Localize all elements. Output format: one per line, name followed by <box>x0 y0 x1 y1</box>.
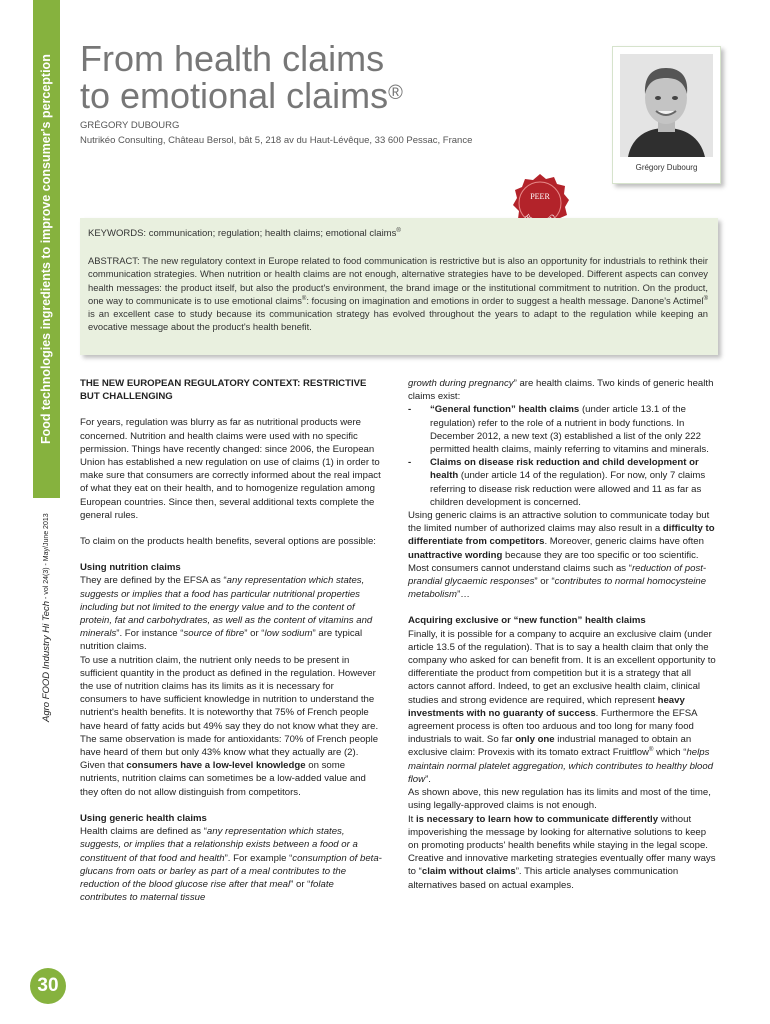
keywords-mark: ® <box>396 228 401 234</box>
section-heading: THE NEW EUROPEAN REGULATORY CONTEXT: RESTRICTIVE BUT CHALLENGING <box>80 378 367 403</box>
page-number: 30 <box>30 968 66 1004</box>
title-line-1: From health claims <box>80 38 385 79</box>
author-name: GRÉGORY DUBOURG <box>80 120 180 131</box>
paragraph: To use a nutrition claim, the nutrient only needs to be present in sufficient quantity in the product as defined in the regulation. However the use of nutrition claims has its limits as it is necessary for consumers to have sufficient knowledge in nutrition to understand the nutrient's health benefits. It is noteworthy that 75% of French people have heard of fatty acids but 49% say they do not know what they are. The same observation is made for antioxidants: 70% of French people have heard of them but only 43% know what they actually are (2). Given that consumers have a low-level knowledge on some nutrients, nutrition claims can sometimes be a low-added value and they often do not allow distinguish from competitors. <box>80 654 379 798</box>
paragraph: Health claims are defined as “any representation which states, suggests, or implies that a relationship exists between a food or a constituent of that food and health”. For example “consumption of beta-glucans from oats or barley as part of a meal contributes to the reduction of the blood glucose rise after that meal” or “folate contributes to maternal tissue <box>80 826 382 904</box>
author-photo-card <box>612 46 721 184</box>
author-affiliation: Nutrikéo Consulting, Château Bersol, bât 5, 218 av du Haut-Lévêque, 33 600 Pessac, France <box>80 135 473 146</box>
keywords <box>88 228 401 239</box>
subheading: Using nutrition claims <box>80 562 181 574</box>
body-column-left <box>80 377 382 904</box>
journal-name: Agro FOOD Industry Hi Tech <box>41 600 52 722</box>
title-line-2: to emotional claims <box>80 75 389 116</box>
journal-issue: - vol 24(3) - May/June 2013 <box>43 513 50 601</box>
paragraph: They are defined by the EFSA as “any representation which states, suggests or implies that a food has particular nutritional properties including but not limited to the energy value and to the content of protein, fat and carbohydrates, as well as the content of vitamins and minerals”. For instance “source of fibre” or “low sodium” are typical nutrition claims. <box>80 575 373 653</box>
subheading: Acquiring exclusive or “new function” health claims <box>408 615 646 627</box>
section-title: Food technologies ingredients to improve consumer's perception <box>39 54 53 444</box>
abstract-text <box>88 254 708 334</box>
list-item: - “General function” health claims (under article 13.1 of the regulation) refer to the role of a nutrient in body functions. In December 2012, a new text (3) established a list of the only 222 permitted health claims, mainly referring to vitamins and minerals. <box>408 404 709 456</box>
paragraph: Using generic claims is an attractive solution to communicate today but the limited number of authorized claims may also result in a difficulty to differentiate from competitors. Moreover, generic claims have often unattractive wording because they are too specific or too scientific. Most consumers cannot understand claims such as “reduction of post-prandial glycaemic responses” or “contributes to normal homocysteine metabolism”… <box>408 510 715 601</box>
abstract-part-2: : focusing on imagination and emotions in order to suggest a health message. Danone's Actimel <box>306 294 704 306</box>
paragraph: It is necessary to learn how to communicate differently without impoverishing the message by looking for alternative solutions to keep on promoting products' health benefits while staying in the legal scope. Creative and innovative marketing strategies eventually offer many ways to “claim without claims”. This article analyses communication alternatives based on actual examples. <box>408 813 716 891</box>
keywords-text: KEYWORDS: communication; regulation; health claims; emotional claims <box>88 228 397 240</box>
abstract-mark-1: ® <box>301 295 307 302</box>
seal-text-peer: PEER <box>530 192 550 201</box>
paragraph: growth during pregnancy” are health claims. Two kinds of generic health claims exist: <box>408 378 714 403</box>
photo-caption: Grégory Dubourg <box>635 163 698 172</box>
paragraph: For years, regulation was blurry as far as nutritional products were concerned. Nutrition and health claims were used with no specific permission. Things have recently changed: since 2006, the European Union has established a new regulation on use of claims (1) in order to make sure that consumers are correctly informed about the real impact of what they eat on their health, and to homogenize regulation among European countries. Since then, several additional texts complete the general rules. <box>80 417 381 521</box>
body-column-right <box>408 377 718 892</box>
abstract-part-3: is an excellent case to study because its communication strategy has evolved throughout the years to adapt to the regulation while keeping an evocative message about the product's health benefit. <box>88 308 708 333</box>
abstract-box <box>80 218 718 355</box>
list-item: - Claims on disease risk reduction and child development or health (under article 14 of the regulation). For now, only 7 claims referring to disease risk reduction were allowed and 11 as far as children development is concerned. <box>408 457 706 508</box>
paragraph: To claim on the products health benefits, several options are possible: <box>80 536 376 548</box>
article-title <box>80 40 600 114</box>
paragraph: Finally, it is possible for a company to acquire an exclusive claim (under article 13.5 of the regulation). That is to say a health claim that only the company who asked for can benefit from. It is an excellent opportunity to differentiate the product from competition but it is a strategy that all actors cannot afford. Indeed, to get an exclusive health claim, clinical studies and strong evidence are required, which represent heavy investments with no guaranty of success. Furthermore the EFSA agreement process is often too arduous and too long for many food industrials to wait. So far only one industrial managed to obtain an exclusive claim: Provexis with its tomato extract Fruitflow® which “helps maintain normal platelet aggregation, which contributes to healthy blood flow”. <box>408 628 716 785</box>
paragraph: As shown above, this new regulation has its limits and most of the time, using legally-approved claims is not enough. <box>408 787 711 812</box>
abstract-mark-2: ® <box>703 295 708 302</box>
title-registered-mark: ® <box>388 82 403 104</box>
journal-info <box>33 505 60 730</box>
author-photo <box>620 54 713 157</box>
subheading: Using generic health claims <box>80 812 207 824</box>
portrait-image <box>620 54 713 157</box>
abstract-part-1: ABSTRACT: The new regulatory context in Europe related to food communication is restrictive but is also an opportunity for industrials to rethink their communication strategies. When nutrition or health claims are not enough, alternative strategies have to be developed. Different aspects can convey health messages: the product itself, but also the product's environment, the brand image or the institutional commitment to nutrition. On the product, one way to communicate is to use emotional claims <box>88 255 708 306</box>
